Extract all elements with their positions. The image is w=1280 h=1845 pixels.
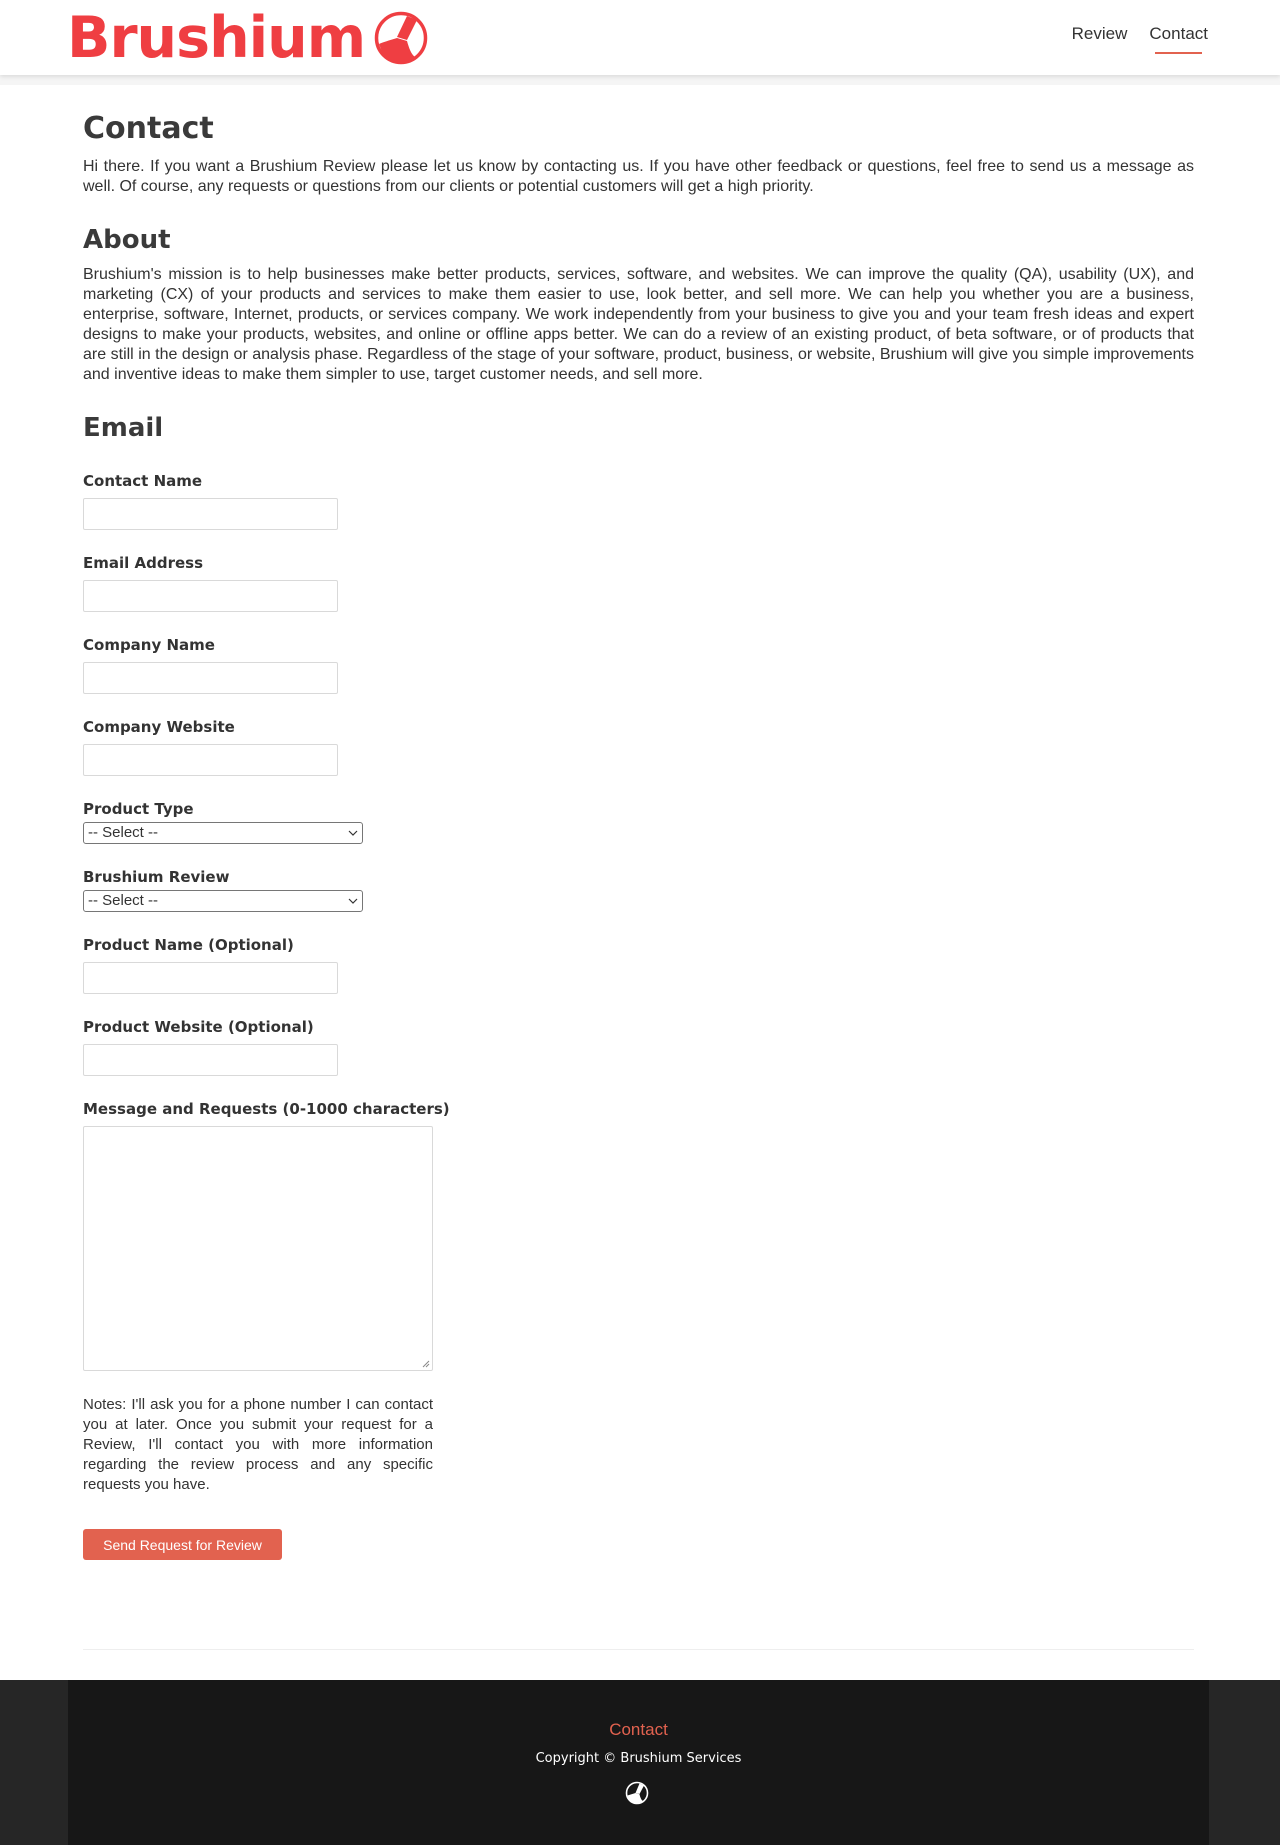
nav-contact-link[interactable]: Contact (1149, 24, 1208, 54)
form-notes: Notes: I'll ask you for a phone number I can contact you at later. Once you submit your request for a Review, I'll contact you with more information regarding the review process and any specific requests you have. (83, 1396, 433, 1493)
resize-grip-icon[interactable] (422, 1360, 430, 1368)
copyright-text: Copyright © Brushium Services (535, 1751, 742, 1766)
product-website-input[interactable] (83, 1044, 338, 1076)
brushium-review-select[interactable] (83, 890, 363, 912)
contact-name-group (83, 470, 1194, 530)
company-name-group (83, 634, 1194, 694)
brand-name: Brushium (67, 5, 366, 71)
brush-circle-icon (625, 1781, 649, 1805)
header-shadow-bar (0, 75, 1280, 85)
brush-circle-icon (373, 10, 429, 66)
brushium-review-group (83, 866, 1194, 912)
chevron-down-icon (348, 828, 358, 838)
footer-inner (68, 1680, 1209, 1845)
product-name-input[interactable] (83, 962, 338, 994)
brushium-review-label: Brushium Review (83, 868, 230, 886)
product-type-label: Product Type (83, 800, 194, 818)
nav-review-link[interactable]: Review (1071, 24, 1128, 43)
email-address-input[interactable] (83, 580, 338, 612)
company-website-group (83, 716, 1194, 776)
company-website-label: Company Website (83, 718, 235, 736)
product-name-label: Product Name (Optional) (83, 936, 294, 954)
main-nav (1072, 24, 1208, 54)
email-heading: Email (83, 413, 164, 443)
company-name-input[interactable] (83, 662, 338, 694)
contact-intro: Hi there. If you want a Brushium Review please let us know by contacting us. If you have other feedback or questions, feel free to send us a message as well. Of course, any requests or questions from our clients or potential customers will get a high priority. (83, 158, 1194, 195)
chevron-down-icon (348, 896, 358, 906)
about-heading: About (83, 225, 171, 255)
message-label: Message and Requests (0-1000 characters) (83, 1100, 450, 1118)
about-text: Brushium's mission is to help businesses make better products, services, software, and websites. We can improve the quality (QA), usability (UX), and marketing (CX) of your products and services to make them easier to use, look better, and sell more. We can help you whether you are a business, enterprise, software, Internet, products, or services company. We work independently from your business to give you and your team fresh ideas and expert designs to make your products, websites, and online or offline apps better. We can do a review of an existing product, of beta software, or of products that are still in the design or analysis phase. Regardless of the stage of your software, product, business, or website, Brushium will give you simple improvements and inventive ideas to make them simpler to use, target customer needs, and sell more. (83, 266, 1194, 383)
contact-form (83, 470, 1194, 1560)
site-footer (0, 1680, 1280, 1845)
product-type-selected: -- Select -- (88, 824, 159, 841)
brand-logo[interactable] (67, 5, 429, 71)
site-header (0, 0, 1280, 75)
send-request-button[interactable]: Send Request for Review (83, 1529, 282, 1560)
product-type-select[interactable] (83, 822, 363, 844)
content-divider (83, 1649, 1194, 1650)
message-textarea[interactable] (83, 1126, 433, 1371)
message-group (83, 1098, 1194, 1371)
product-name-group (83, 934, 1194, 994)
product-website-label: Product Website (Optional) (83, 1018, 314, 1036)
email-address-group (83, 552, 1194, 612)
email-address-label: Email Address (83, 554, 204, 572)
company-name-label: Company Name (83, 636, 215, 654)
main-content (83, 108, 1194, 1560)
contact-heading: Contact (83, 111, 214, 146)
company-website-input[interactable] (83, 744, 338, 776)
brushium-review-selected: -- Select -- (88, 892, 159, 909)
contact-name-label: Contact Name (83, 472, 203, 490)
product-type-group (83, 798, 1194, 844)
footer-contact-link[interactable]: Contact (609, 1720, 668, 1739)
contact-name-input[interactable] (83, 498, 338, 530)
product-website-group (83, 1016, 1194, 1076)
